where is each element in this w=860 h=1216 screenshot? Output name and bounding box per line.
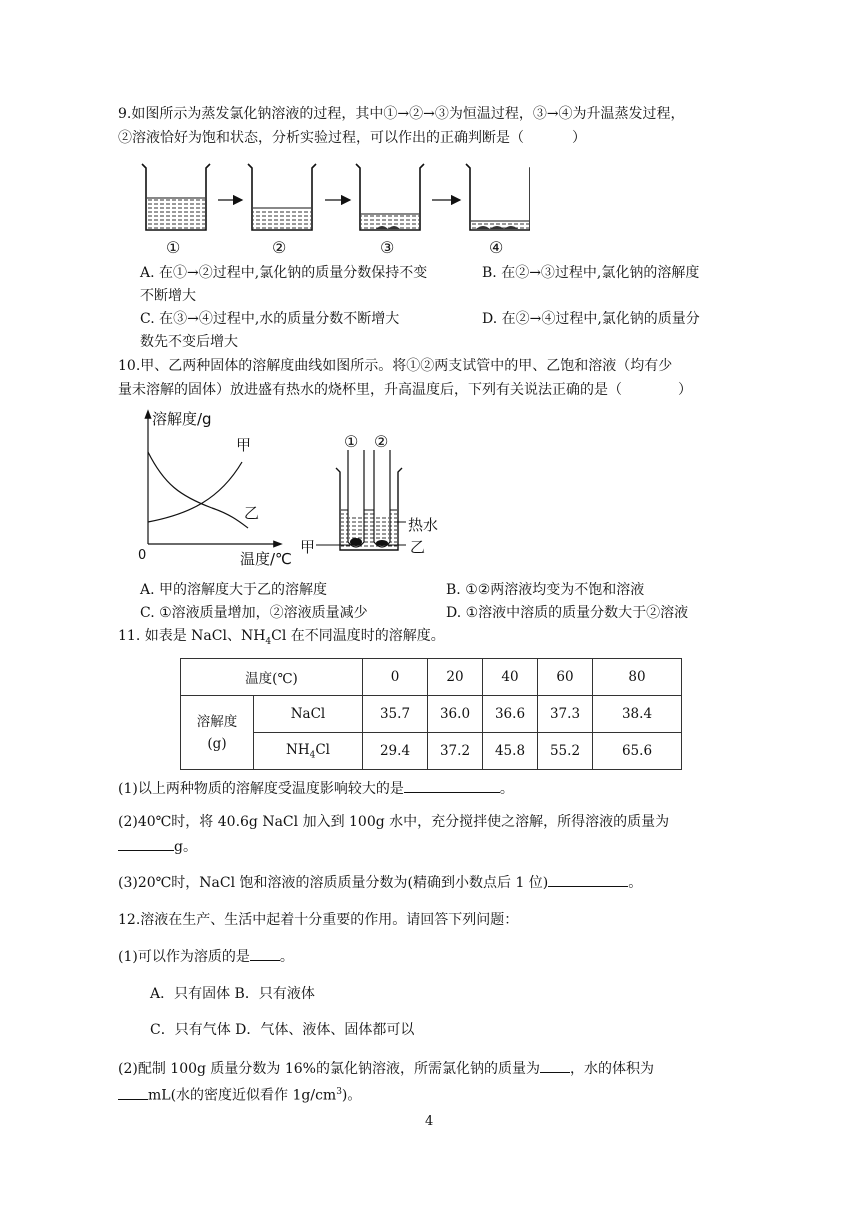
temp-header: 温度(℃) (181, 659, 363, 696)
beaker-2 (248, 164, 316, 230)
q9-line2: ②溶液恰好为饱和状态，分析实验过程，可以作出的正确判断是（ ） (118, 130, 586, 146)
q11-part3: (3)20℃时，NaCl 饱和溶液的溶质质量分数为(精确到小数点后 1 位) 。 (118, 872, 642, 893)
solubility-table (180, 658, 682, 770)
answer-blank[interactable] (404, 778, 500, 793)
nacl-label: NaCl (254, 696, 363, 733)
solubility-row-header: 溶解度 (g) (181, 696, 254, 770)
hot-water-beaker (336, 468, 402, 550)
q12-part1: (1)可以作为溶质的是 。 (118, 946, 294, 967)
answer-blank[interactable] (118, 836, 174, 851)
graph-x-label: 温度/℃ (240, 550, 292, 568)
beaker-3 (356, 164, 424, 230)
table-row (181, 696, 682, 733)
curve-yi-label: 乙 (244, 504, 260, 522)
nacl-value: 35.7 (363, 696, 428, 733)
nacl-value: 38.4 (593, 696, 682, 733)
tube-label-1: ① (344, 432, 359, 451)
temp-cell: 20 (428, 659, 483, 696)
curve-yi (148, 452, 248, 528)
q12-option-ab: A．只有固体 B．只有液体 (150, 986, 315, 1002)
answer-blank[interactable] (118, 1085, 148, 1100)
nacl-value: 37.3 (538, 696, 593, 733)
beaker-1 (142, 164, 210, 230)
nacl-value: 36.6 (483, 696, 538, 733)
q10-line2: 量未溶解的固体）放进盛有热水的烧杯里，升高温度后，下列有关说法正确的是（ ） (118, 382, 692, 398)
q10-option-d: D. ①溶液中溶质的质量分数大于②溶液 (446, 605, 689, 621)
answer-blank[interactable] (250, 946, 280, 961)
q11-part2-cont: g。 (118, 836, 197, 857)
temp-cell: 80 (593, 659, 682, 696)
q11-part1: (1)以上两种物质的溶解度受温度影响较大的是 。 (118, 778, 514, 799)
test-tube-2 (374, 450, 390, 547)
answer-blank[interactable] (540, 1058, 570, 1073)
tube-yi-label: 乙 (410, 538, 426, 556)
nh4cl-label: $NH_4Cl$ (254, 733, 363, 770)
graph-y-label: 溶解度/g (152, 410, 212, 428)
nh4cl-value: 65.6 (593, 733, 682, 770)
q9-option-b-cont: 不断增大 (140, 288, 196, 304)
q12-intro: 12.溶液在生产、生活中起着十分重要的作用。请回答下列问题： (118, 912, 519, 928)
q9-option-c: C. 在③→④过程中,水的质量分数不断增大 (140, 311, 400, 327)
q12-option-cd: C．只有气体 D．气体、液体、固体都可以 (150, 1022, 415, 1038)
tube-jia-label: 甲 (300, 538, 316, 556)
q11-part2: (2)40℃时，将 40.6g NaCl 加入到 100g 水中，充分搅拌使之溶解，所得溶液的质量为 (118, 814, 670, 830)
test-tube-1 (348, 450, 364, 547)
q9-option-a: A. 在①→②过程中,氯化钠的质量分数保持不变 (140, 265, 428, 281)
nh4cl-value: 45.8 (483, 733, 538, 770)
table-row (181, 659, 682, 696)
q12-part2: (2)配制 100g 质量分数为 16%的氯化钠溶液，所需氯化钠的质量为 ，水的体积为 (118, 1058, 654, 1079)
q10-option-b: B. ①②两溶液均变为不饱和溶液 (446, 582, 645, 598)
q11-intro: 11. 如表是 NaCl、$NH_4Cl$ 在不同温度时的溶解度。 (118, 628, 445, 647)
q10-option-c: C. ①溶液质量增加，②溶液质量减少 (140, 605, 368, 621)
beaker-4 (466, 164, 530, 230)
temp-cell: 40 (483, 659, 538, 696)
q9-option-d-cont: 数先不变后增大 (140, 334, 238, 350)
q10-line1: 10.甲、乙两种固体的溶解度曲线如图所示。将①②两支试管中的甲、乙饱和溶液（均有少 (118, 358, 673, 374)
nacl-value: 36.0 (428, 696, 483, 733)
beaker-sequence-figure (130, 158, 530, 258)
beaker-label-3: ③ (380, 238, 395, 257)
answer-blank[interactable] (548, 872, 628, 887)
page-number: 4 (425, 1114, 434, 1129)
q9-option-d: D. 在②→④过程中,氯化钠的质量分 (482, 311, 700, 327)
curve-jia (148, 462, 242, 522)
tube-label-2: ② (374, 432, 389, 451)
nh4cl-value: 37.2 (428, 733, 483, 770)
hot-water-label: 热水 (408, 516, 439, 534)
beaker-label-2: ② (272, 238, 287, 257)
graph-origin: 0 (138, 548, 147, 563)
table-row (181, 733, 682, 770)
beaker-label-4: ④ (489, 238, 504, 257)
temp-cell: 60 (538, 659, 593, 696)
curve-jia-label: 甲 (236, 436, 252, 454)
q9-option-b: B. 在②→③过程中,氯化钠的溶解度 (482, 265, 700, 281)
nh4cl-value: 55.2 (538, 733, 593, 770)
nh4cl-value: 29.4 (363, 733, 428, 770)
temp-cell: 0 (363, 659, 428, 696)
q9-line1: 9.如图所示为蒸发氯化钠溶液的过程，其中①→②→③为恒温过程，③→④为升温蒸发过程， (118, 106, 685, 122)
q12-part2-cont: mL(水的密度近似看作 $1g/cm^3$)。 (118, 1082, 361, 1106)
beaker-label-1: ① (166, 238, 181, 257)
q10-option-a: A. 甲的溶解度大于乙的溶解度 (140, 582, 328, 598)
